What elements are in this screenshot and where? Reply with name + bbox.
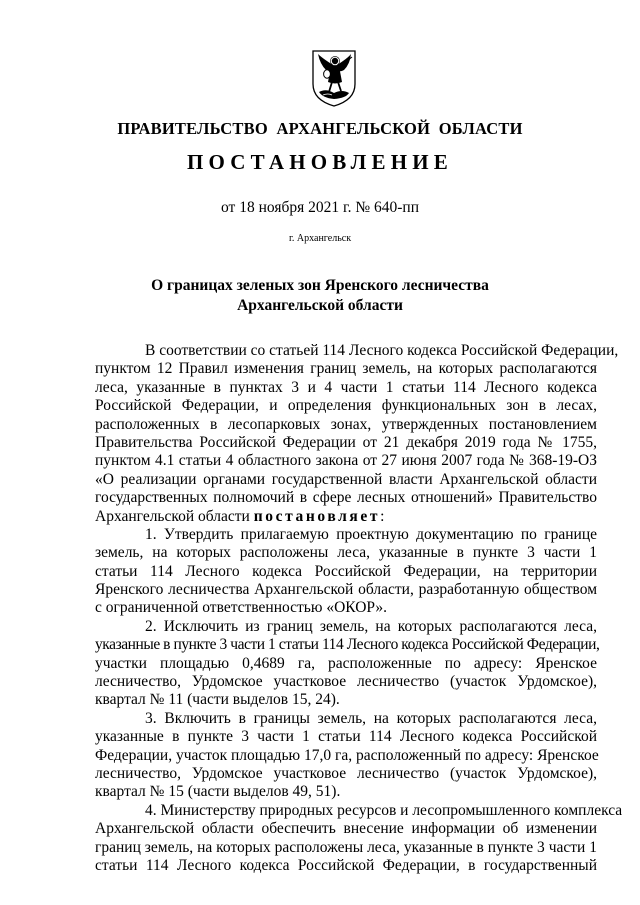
preamble-line: Российской Федерации, и определения функциональных зон в лесах, [95,397,597,415]
item-1-line: Яренского лесничества Архангельской области, разработанную обществом [95,581,597,599]
preamble-last-line [95,508,597,526]
preamble-line: В соответствии со статьей 114 Лесного кодекса Российской Федерации, [145,342,619,359]
preamble-line: пунктом 4.1 статьи 4 областного закона от 27 июня 2007 года № 368-19-ОЗ [95,452,597,470]
item-4-line: границ земель, на которых расположены леса, указанные в пункте 3 части 1 [95,838,597,856]
item-4-line: 4. Министерству природных ресурсов и лесопромышленного комплекса [145,801,623,819]
item-2-line: лесничество, Урдомское участковое лесничество (участок Урдомское), [95,673,597,691]
item-1-line: с ограниченной ответственностью «ОКОР». [95,599,388,617]
item-3-line: лесничество, Урдомское участковое лесничество (участок Урдомское), [95,764,597,782]
item-1-line: 1. Утвердить прилагаемую проектную документацию по границе [145,525,597,543]
item-3-line: Федерации, участок площадью 17,0 га, расположенный по адресу: Яренское [95,746,599,764]
coat-of-arms-icon [310,48,358,108]
preamble-line: Правительства Российской Федерации от 21 декабря 2019 года № 1755, [95,433,597,451]
document-date-number: от 18 ноября 2021 г. № 640-пп [221,199,419,216]
resolves-keyword: постановляет [253,507,381,525]
preamble-line: пунктом 12 Правил изменения границ земель, на которых располагаются [95,360,597,378]
subject-line: О границах зеленых зон Яренского лесничества [151,277,489,294]
preamble-line-prefix: Архангельской области [95,507,254,525]
item-4-line: статьи 114 Лесного кодекса Российской Федерации, в государственный [95,856,597,874]
document-city: г. Архангельск [288,233,352,244]
resolves-colon: : [380,507,385,525]
preamble-line: леса, указанные в пунктах 3 и 4 части 1 статьи 114 Лесного кодекса [95,378,597,396]
subject-line: Архангельской области [237,297,403,314]
item-3-line: 3. Включить в границы земель, на которых располагаются леса, [145,709,597,727]
item-1-line: статьи 114 Лесного кодекса Российской Федерации, на территории [95,562,597,580]
organization-title: ПРАВИТЕЛЬСТВО АРХАНГЕЛЬСКОЙ ОБЛАСТИ [117,119,523,138]
preamble-line: государственных полномочий в сфере лесных отношений» Правительство [95,489,597,507]
preamble-line: «О реализации органами государственной власти Архангельской области [95,470,597,488]
preamble-line: расположенных в лесопарковых зонах, утвержденных постановлением [95,415,597,433]
document-type-title: ПОСТАНОВЛЕНИЕ [186,150,454,174]
item-3-line: квартал № 15 (части выделов 49, 51). [95,783,341,801]
document-body [95,342,623,875]
item-4-line: Архангельской области обеспечить внесение информации об изменении [95,820,597,838]
item-2-line: 2. Исключить из границ земель, на которых располагаются леса, [145,617,597,635]
item-2-line: указанные в пункте 3 части 1 статьи 114 Лесного кодекса Российской Федерации, [95,636,600,654]
item-1-line: земель, на которых расположены леса, указанные в пункте 3 части 1 [95,544,597,562]
item-2-line: квартал № 11 (части выделов 15, 24). [95,691,340,709]
item-3-line: указанные в пункте 3 части 1 статьи 114 Лесного кодекса Российской [95,728,597,746]
document-subject [0,276,640,316]
item-2-line: участки площадью 0,4689 га, расположенные по адресу: Яренское [95,654,597,672]
